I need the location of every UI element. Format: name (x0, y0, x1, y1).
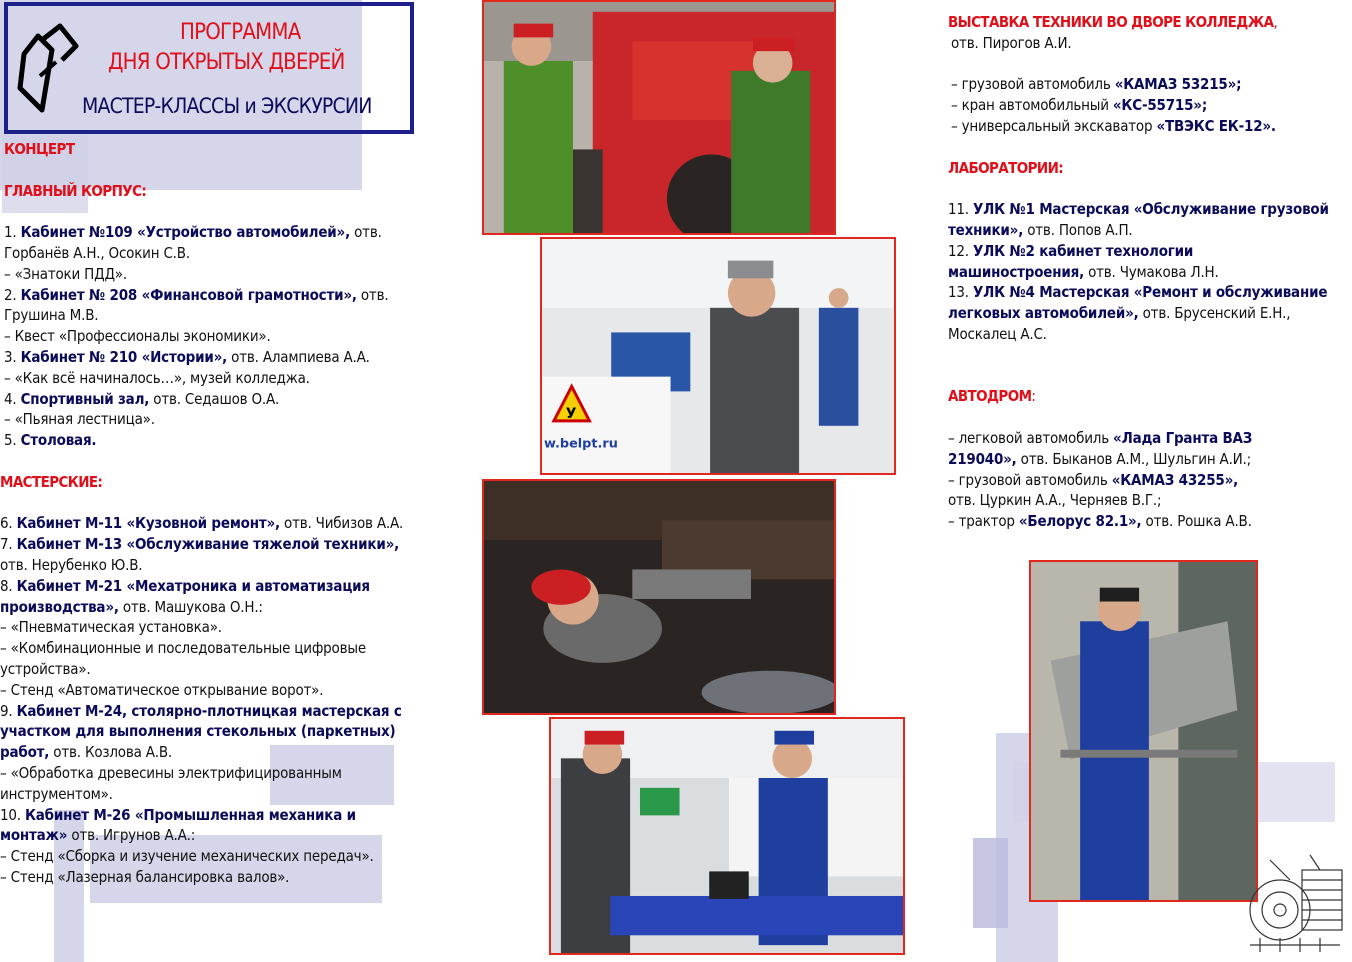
item-title: производства», (0, 597, 119, 616)
heading-main-building: ГЛАВНЫЙ КОРПУС: (4, 181, 147, 200)
title-line-2: ДНЯ ОТКРЫТЫХ ДВЕРЕЙ (108, 50, 345, 75)
list-item (0, 825, 444, 846)
heading-exhibit (948, 12, 1348, 33)
item-title: «КАМАЗ 43255», (1111, 470, 1239, 489)
photo-under-vehicle (482, 479, 836, 715)
list-subitem: – «Знатоки ПДД». (4, 264, 127, 283)
item-title: УЛК №1 Мастерская «Обслуживание грузовой (972, 200, 1329, 219)
list-item (0, 742, 444, 763)
heading-colon: : (1031, 387, 1036, 406)
item-title: техники», (948, 220, 1024, 239)
item-text: отв. Седашов О.А. (149, 389, 280, 408)
heading-labs: ЛАБОРАТОРИИ: (948, 158, 1064, 177)
item-title: Столовая. (20, 431, 97, 450)
engine-drawing (1240, 850, 1350, 958)
list-subitem: – «Как всё начиналось…», музей колледжа. (4, 368, 310, 387)
item-number: 3. (4, 347, 21, 366)
list-item (0, 513, 444, 534)
list-item (948, 199, 1348, 220)
item-text: – легковой автомобиль (948, 428, 1114, 447)
item-text: – грузовой автомобиль (948, 470, 1112, 489)
title-box (4, 2, 414, 134)
item-number: 4. (4, 389, 21, 408)
list-subitem: – Квест «Профессионалы экономики». (4, 327, 271, 346)
item-text: – универсальный экскаватор (951, 116, 1157, 135)
list-item (4, 347, 444, 368)
item-number: 13. (948, 283, 973, 302)
item-text: отв. Брусенский Е.Н., (1138, 304, 1291, 323)
item-title: «КАМАЗ 53215»; (1114, 75, 1242, 94)
list-subitem (948, 428, 1348, 449)
list-item (0, 576, 444, 597)
list-item (0, 534, 444, 555)
item-title: «ТВЭКС ЕК-12». (1156, 116, 1276, 135)
photo-tractor-lesson (482, 0, 836, 235)
list-item (4, 285, 444, 306)
item-text: отв. Козлова А.В. (49, 743, 172, 762)
list-item (4, 389, 444, 410)
item-text: – трактор (948, 512, 1019, 531)
item-number: 10. (0, 805, 25, 824)
list-subitem: инструментом». (0, 784, 113, 803)
photo-electronics-stand (549, 717, 905, 955)
heading-exhibit-text: ВЫСТАВКА ТЕХНИКИ ВО ДВОРЕ КОЛЛЕДЖА (948, 13, 1274, 31)
list-subitem (951, 95, 1348, 116)
list-subitem: устройства». (0, 659, 91, 678)
item-text: – кран автомобильный (951, 96, 1113, 115)
list-subitem: – «Пневматическая установка». (0, 618, 222, 637)
title-line-1: ПРОГРАММА (180, 20, 301, 45)
item-title: 219040», (948, 449, 1017, 468)
item-title: монтаж» (0, 826, 68, 845)
list-item (948, 282, 1348, 303)
list-subitem (948, 511, 1348, 532)
item-title: «КС-55715»; (1112, 96, 1208, 115)
item-number: 6. (0, 514, 17, 533)
item-title: «Белорус 82.1», (1018, 512, 1142, 531)
heading-comma: , (1273, 13, 1278, 31)
list-subitem (951, 116, 1348, 137)
list-item (948, 241, 1348, 262)
item-title: участком для выполнения стекольных (паркетных) (0, 722, 396, 741)
website-label: w.belpt.ru (543, 436, 618, 452)
list-item (4, 222, 444, 243)
list-subitem: – Стенд «Сборка и изучение механических передач». (0, 847, 374, 866)
exhibit-responsible: отв. Пирогов А.И. (951, 33, 1072, 52)
item-title: УЛК №2 кабинет технологии (972, 241, 1194, 260)
heading-autodrom-text: АВТОДРОМ (948, 387, 1032, 406)
item-number: 12. (948, 241, 973, 260)
list-subitem (951, 74, 1348, 95)
book-logo (12, 16, 82, 116)
item-title: Кабинет № 210 «Истории», (20, 347, 228, 366)
item-text: отв. (350, 223, 382, 242)
item-number: 8. (0, 576, 17, 595)
item-text: отв. Машукова О.Н.: (118, 597, 263, 616)
item-text: отв. Игрунов А.А.: (67, 826, 196, 845)
list-subitem: – «Комбинационные и последовательные цифровые (0, 639, 366, 658)
item-title: Кабинет № 208 «Финансовой грамотности», (20, 285, 357, 304)
item-title: Спортивный зал, (20, 389, 150, 408)
list-subitem (948, 449, 1348, 470)
item-title: машиностроения, (948, 262, 1084, 281)
photo-workshop-instructor (540, 237, 896, 475)
photo-body-repair (1029, 560, 1258, 902)
item-title: работ, (0, 743, 50, 762)
item-text: – грузовой автомобиль (951, 75, 1115, 94)
item-title: Кабинет М-26 «Промышленная механика и (24, 805, 356, 824)
item-text: отв. Быканов А.М., Шульгин А.И.; (1016, 449, 1251, 468)
right-column (948, 12, 1348, 532)
list-item (948, 262, 1348, 283)
left-column (0, 139, 444, 888)
item-title: Кабинет М-11 «Кузовной ремонт», (16, 514, 280, 533)
list-subitem: отв. Цуркин А.А., Черняев В.Г.; (948, 491, 1162, 510)
heading-concert: КОНЦЕРТ (4, 140, 75, 158)
list-item (948, 303, 1348, 324)
item-number: 11. (948, 200, 973, 219)
list-item (0, 805, 444, 826)
list-item: Москалец А.С. (948, 324, 1047, 343)
list-item (0, 597, 444, 618)
item-number: 7. (0, 535, 17, 554)
item-number: 1. (4, 223, 21, 242)
title-line-3: МАСТЕР-КЛАССЫ и ЭКСКУРСИИ (82, 94, 372, 118)
item-title: Кабинет М-24, столярно-плотницкая мастерская с (16, 701, 402, 720)
list-subitem: – Стенд «Лазерная балансировка валов». (0, 867, 290, 886)
item-title: Кабинет №109 «Устройство автомобилей», (20, 223, 351, 242)
list-item (0, 701, 444, 722)
item-title: Кабинет М-21 «Мехатроника и автоматизация (16, 576, 370, 595)
decor-block (973, 838, 1008, 928)
item-number: 9. (0, 701, 17, 720)
list-item: Горбанёв А.Н., Осокин С.В. (4, 243, 190, 262)
item-text: отв. Попов А.П. (1023, 220, 1133, 239)
heading-workshops: МАСТЕРСКИЕ: (0, 472, 103, 491)
list-item: Грушина М.В. (4, 306, 99, 325)
item-title: «Лада Гранта ВАЗ (1113, 428, 1253, 447)
list-item (4, 430, 444, 451)
list-subitem: – «Обработка древесины электрифицированным (0, 763, 342, 782)
learner-sign-letter: У (565, 405, 577, 422)
item-title: УЛК №4 Мастерская «Ремонт и обслуживание (972, 283, 1328, 302)
list-item (948, 220, 1348, 241)
item-title: Кабинет М-13 «Обслуживание тяжелой техники», (16, 535, 400, 554)
list-item (0, 721, 444, 742)
list-subitem (948, 470, 1348, 491)
list-item: отв. Нерубенко Ю.В. (0, 555, 143, 574)
item-number: 5. (4, 431, 21, 450)
item-text: отв. Чибизов А.А. (279, 514, 404, 533)
list-subitem: – Стенд «Автоматическое открывание ворот». (0, 680, 324, 699)
heading-autodrom (948, 386, 1348, 407)
item-text: отв. Рошка А.В. (1141, 512, 1252, 531)
item-text: отв. Чумакова Л.Н. (1084, 262, 1219, 281)
list-subitem: – «Пьяная лестница». (4, 410, 155, 429)
item-text: отв. Алампиева А.А. (227, 347, 370, 366)
item-text: отв. (356, 285, 389, 304)
item-number: 2. (4, 285, 21, 304)
item-title: легковых автомобилей», (948, 304, 1139, 323)
